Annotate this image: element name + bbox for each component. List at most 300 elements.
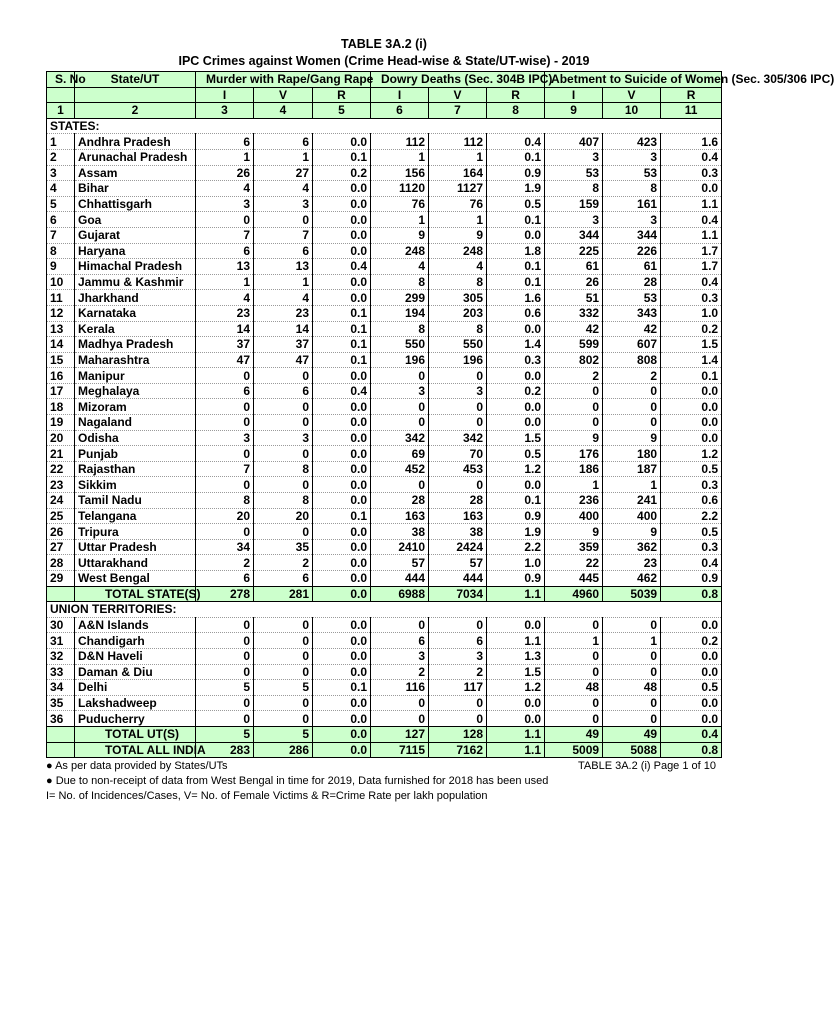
cell-value: 0.0 <box>661 415 722 431</box>
cell-value: 0.4 <box>487 134 545 150</box>
cell-value: 342 <box>371 430 429 446</box>
cell-value: 20 <box>254 508 313 524</box>
cell-value: 2 <box>603 368 661 384</box>
table-row <box>47 149 722 165</box>
cell-state-name: Sikkim <box>75 477 196 493</box>
cell-sno: 17 <box>47 383 75 399</box>
cell-sno: 2 <box>47 149 75 165</box>
cell-value: 278 <box>196 586 254 602</box>
cell-value: 281 <box>254 586 313 602</box>
cell-value: 1.1 <box>487 586 545 602</box>
cell-value: 70 <box>429 446 487 462</box>
cell-value: 0.0 <box>313 617 371 633</box>
cell-value: 5039 <box>603 586 661 602</box>
cell-value: 53 <box>603 165 661 181</box>
cell-value: 0.3 <box>661 477 722 493</box>
cell-value: 1.7 <box>661 259 722 275</box>
table-row <box>47 290 722 306</box>
cell-value: 452 <box>371 461 429 477</box>
cell-state-name: Himachal Pradesh <box>75 259 196 275</box>
table-row <box>47 680 722 696</box>
cell-value: 42 <box>545 321 603 337</box>
cell-value: 9 <box>429 227 487 243</box>
cell-value: 0.0 <box>313 555 371 571</box>
cell-sno: 31 <box>47 633 75 649</box>
table-row <box>47 695 722 711</box>
cell-value: 6 <box>371 633 429 649</box>
footnote-data-source: ● As per data provided by States/UTs <box>46 760 228 773</box>
subheader-cell: I <box>545 87 603 103</box>
cell-value: 42 <box>603 321 661 337</box>
cell-state-name: Telangana <box>75 508 196 524</box>
cell-value: 0 <box>254 399 313 415</box>
cell-value: 8 <box>371 274 429 290</box>
cell-sno: 21 <box>47 446 75 462</box>
cell-value: 116 <box>371 680 429 696</box>
ut-section-header <box>47 602 722 618</box>
cell-value: 607 <box>603 337 661 353</box>
cell-value: 0.1 <box>313 680 371 696</box>
cell-value: 47 <box>196 352 254 368</box>
cell-value: 286 <box>254 742 313 758</box>
cell-value: 5009 <box>545 742 603 758</box>
cell-state-name: Rajasthan <box>75 461 196 477</box>
cell-value: 2 <box>371 664 429 680</box>
cell-value: 3 <box>429 383 487 399</box>
cell-value: 0 <box>254 212 313 228</box>
cell-sno: 19 <box>47 415 75 431</box>
cell-value: 1127 <box>429 181 487 197</box>
cell-value: 26 <box>196 165 254 181</box>
cell-state-name: Puducherry <box>75 711 196 727</box>
table-subtitle: IPC Crimes against Women (Crime Head-wise & State/UT-wise) - 2019 <box>178 54 590 68</box>
header-sno: S. No <box>47 72 75 88</box>
cell-value: 0 <box>196 212 254 228</box>
cell-value: 0.0 <box>313 571 371 587</box>
table-row <box>47 461 722 477</box>
cell-value: 0.0 <box>313 477 371 493</box>
cell-state-name: Bihar <box>75 181 196 197</box>
cell-value: 0.0 <box>313 461 371 477</box>
cell-state-name: Uttar Pradesh <box>75 539 196 555</box>
cell-value: 13 <box>196 259 254 275</box>
cell-value: 0.0 <box>661 664 722 680</box>
cell-sno <box>47 742 75 758</box>
subheader-blank <box>47 87 75 103</box>
cell-value: 0.0 <box>661 617 722 633</box>
table-title: TABLE 3A.2 (i) <box>341 37 427 51</box>
cell-value: 7 <box>196 227 254 243</box>
cell-value: 0.4 <box>661 149 722 165</box>
cell-value: 2410 <box>371 539 429 555</box>
column-number-row <box>47 103 722 119</box>
cell-value: 0.0 <box>487 695 545 711</box>
table-row <box>47 399 722 415</box>
cell-value: 0 <box>371 617 429 633</box>
cell-value: 248 <box>429 243 487 259</box>
table-row <box>47 368 722 384</box>
cell-value: 194 <box>371 305 429 321</box>
cell-value: 0 <box>545 664 603 680</box>
cell-value: 0.0 <box>313 227 371 243</box>
cell-value: 1.1 <box>661 196 722 212</box>
cell-value: 47 <box>254 352 313 368</box>
cell-value: 159 <box>545 196 603 212</box>
cell-value: 49 <box>545 726 603 742</box>
cell-value: 9 <box>603 430 661 446</box>
cell-value: 0 <box>371 477 429 493</box>
cell-value: 9 <box>603 524 661 540</box>
cell-value: 359 <box>545 539 603 555</box>
cell-value: 0.1 <box>487 212 545 228</box>
cell-value: 0.0 <box>487 711 545 727</box>
cell-value: 0.1 <box>313 352 371 368</box>
cell-value: 0 <box>254 695 313 711</box>
cell-state-name: Jharkhand <box>75 290 196 306</box>
cell-value: 69 <box>371 446 429 462</box>
table-row <box>47 321 722 337</box>
cell-value: 1.1 <box>487 726 545 742</box>
cell-value: 0.0 <box>313 243 371 259</box>
cell-value: 180 <box>603 446 661 462</box>
cell-value: 0.3 <box>661 539 722 555</box>
cell-value: 7115 <box>371 742 429 758</box>
cell-state-name: TOTAL ALL INDIA <box>75 742 196 758</box>
cell-value: 0.0 <box>313 290 371 306</box>
cell-state-name: Arunachal Pradesh <box>75 149 196 165</box>
cell-value: 117 <box>429 680 487 696</box>
subheader-cell: R <box>313 87 371 103</box>
cell-value: 0 <box>603 617 661 633</box>
cell-value: 0.5 <box>661 680 722 696</box>
cell-value: 0.1 <box>487 274 545 290</box>
table-row <box>47 352 722 368</box>
cell-value: 0.0 <box>313 633 371 649</box>
cell-value: 5088 <box>603 742 661 758</box>
cell-value: 4 <box>371 259 429 275</box>
cell-value: 0.1 <box>313 149 371 165</box>
cell-value: 2424 <box>429 539 487 555</box>
cell-value: 0 <box>196 368 254 384</box>
cell-value: 0.0 <box>313 368 371 384</box>
cell-value: 0.0 <box>487 399 545 415</box>
cell-value: 1.3 <box>487 648 545 664</box>
cell-sno <box>47 586 75 602</box>
table-row <box>47 415 722 431</box>
cell-value: 0.9 <box>487 571 545 587</box>
cell-value: 53 <box>603 290 661 306</box>
cell-value: 0 <box>545 617 603 633</box>
cell-value: 0.0 <box>313 726 371 742</box>
cell-value: 61 <box>545 259 603 275</box>
cell-state-name: A&N Islands <box>75 617 196 633</box>
ut-section-header-label: UNION TERRITORIES: <box>47 602 722 618</box>
cell-value: 1.2 <box>487 461 545 477</box>
cell-sno: 28 <box>47 555 75 571</box>
cell-value: 0 <box>254 477 313 493</box>
cell-value: 0.2 <box>661 321 722 337</box>
cell-value: 186 <box>545 461 603 477</box>
cell-value: 1.6 <box>661 134 722 150</box>
cell-value: 0.0 <box>661 383 722 399</box>
cell-value: 1.0 <box>661 305 722 321</box>
cell-value: 7 <box>196 461 254 477</box>
cell-value: 23 <box>196 305 254 321</box>
cell-value: 0 <box>603 664 661 680</box>
cell-state-name: Tamil Nadu <box>75 493 196 509</box>
footnotes <box>46 759 722 804</box>
cell-state-name: Nagaland <box>75 415 196 431</box>
table-row <box>47 711 722 727</box>
cell-value: 22 <box>545 555 603 571</box>
cell-value: 0.1 <box>487 149 545 165</box>
cell-value: 5 <box>196 726 254 742</box>
cell-sno: 33 <box>47 664 75 680</box>
cell-value: 48 <box>603 680 661 696</box>
cell-value: 0 <box>196 446 254 462</box>
cell-value: 23 <box>254 305 313 321</box>
cell-value: 163 <box>429 508 487 524</box>
cell-value: 28 <box>429 493 487 509</box>
table-row <box>47 337 722 353</box>
cell-value: 0.4 <box>313 259 371 275</box>
cell-value: 13 <box>254 259 313 275</box>
cell-state-name: Chhattisgarh <box>75 196 196 212</box>
cell-value: 0.0 <box>487 368 545 384</box>
table-row <box>47 571 722 587</box>
cell-value: 0.0 <box>313 493 371 509</box>
cell-value: 3 <box>545 149 603 165</box>
cell-value: 0.4 <box>661 726 722 742</box>
subheader-cell: R <box>661 87 722 103</box>
cell-value: 1.9 <box>487 524 545 540</box>
cell-value: 0.0 <box>487 617 545 633</box>
cell-value: 299 <box>371 290 429 306</box>
cell-value: 0 <box>254 648 313 664</box>
cell-value: 462 <box>603 571 661 587</box>
cell-value: 0.0 <box>313 415 371 431</box>
cell-value: 7162 <box>429 742 487 758</box>
cell-value: 0 <box>603 383 661 399</box>
cell-value: 0.2 <box>487 383 545 399</box>
cell-value: 6 <box>429 633 487 649</box>
cell-value: 8 <box>196 493 254 509</box>
cell-sno: 9 <box>47 259 75 275</box>
cell-value: 0 <box>545 648 603 664</box>
states-section-header <box>47 118 722 134</box>
table-row <box>47 477 722 493</box>
cell-sno: 10 <box>47 274 75 290</box>
cell-value: 28 <box>371 493 429 509</box>
cell-value: 550 <box>429 337 487 353</box>
cell-state-name: Maharashtra <box>75 352 196 368</box>
cell-sno: 32 <box>47 648 75 664</box>
table-row <box>47 493 722 509</box>
cell-value: 0 <box>603 695 661 711</box>
cell-state-name: Tripura <box>75 524 196 540</box>
cell-value: 7034 <box>429 586 487 602</box>
cell-value: 57 <box>429 555 487 571</box>
cell-value: 0.1 <box>313 321 371 337</box>
table-row <box>47 259 722 275</box>
cell-value: 0 <box>254 633 313 649</box>
table-row <box>47 212 722 228</box>
cell-value: 8 <box>371 321 429 337</box>
cell-value: 1.7 <box>661 243 722 259</box>
table-row <box>47 555 722 571</box>
cell-value: 0 <box>545 695 603 711</box>
cell-value: 0.0 <box>313 196 371 212</box>
cell-value: 0 <box>603 648 661 664</box>
cell-state-name: Daman & Diu <box>75 664 196 680</box>
cell-value: 5 <box>254 726 313 742</box>
cell-value: 0.1 <box>313 337 371 353</box>
cell-value: 127 <box>371 726 429 742</box>
cell-value: 362 <box>603 539 661 555</box>
cell-value: 3 <box>371 648 429 664</box>
cell-value: 1.0 <box>487 555 545 571</box>
subheader-cell: V <box>429 87 487 103</box>
cell-sno: 1 <box>47 134 75 150</box>
cell-value: 1 <box>429 212 487 228</box>
cell-value: 0 <box>196 633 254 649</box>
cell-state-name: Meghalaya <box>75 383 196 399</box>
total-ut-row <box>47 726 722 742</box>
cell-value: 8 <box>603 181 661 197</box>
column-number: 3 <box>196 103 254 119</box>
cell-value: 3 <box>371 383 429 399</box>
cell-value: 0.0 <box>313 212 371 228</box>
cell-value: 1.6 <box>487 290 545 306</box>
cell-value: 1.8 <box>487 243 545 259</box>
page-reference: TABLE 3A.2 (i) Page 1 of 10 <box>578 760 716 773</box>
cell-state-name: Odisha <box>75 430 196 446</box>
cell-value: 0.0 <box>487 415 545 431</box>
cell-state-name: Kerala <box>75 321 196 337</box>
cell-value: 0.5 <box>661 524 722 540</box>
cell-value: 0 <box>371 415 429 431</box>
total-india-row <box>47 742 722 758</box>
cell-value: 0.0 <box>487 227 545 243</box>
subheader-blank <box>75 87 196 103</box>
cell-sno: 4 <box>47 181 75 197</box>
cell-sno <box>47 726 75 742</box>
cell-value: 0.3 <box>661 290 722 306</box>
cell-value: 0 <box>429 368 487 384</box>
column-number: 4 <box>254 103 313 119</box>
cell-value: 0.3 <box>661 165 722 181</box>
table-row <box>47 430 722 446</box>
cell-value: 156 <box>371 165 429 181</box>
cell-value: 4 <box>254 290 313 306</box>
cell-sno: 23 <box>47 477 75 493</box>
cell-value: 6 <box>254 383 313 399</box>
cell-value: 23 <box>603 555 661 571</box>
cell-value: 4 <box>196 290 254 306</box>
subheader-cell: I <box>371 87 429 103</box>
cell-value: 0 <box>254 446 313 462</box>
table-row <box>47 181 722 197</box>
cell-value: 1 <box>545 633 603 649</box>
cell-value: 0.0 <box>313 664 371 680</box>
cell-value: 0.4 <box>313 383 371 399</box>
cell-value: 1.2 <box>661 446 722 462</box>
cell-value: 203 <box>429 305 487 321</box>
cell-sno: 35 <box>47 695 75 711</box>
table-row <box>47 524 722 540</box>
cell-value: 226 <box>603 243 661 259</box>
table-row <box>47 648 722 664</box>
cell-state-name: Assam <box>75 165 196 181</box>
cell-value: 599 <box>545 337 603 353</box>
header-group-dowry-deaths: Dowry Deaths (Sec. 304B IPC) <box>371 72 545 88</box>
column-number: 6 <box>371 103 429 119</box>
cell-state-name: Chandigarh <box>75 633 196 649</box>
cell-sno: 26 <box>47 524 75 540</box>
cell-value: 0.1 <box>313 508 371 524</box>
cell-value: 163 <box>371 508 429 524</box>
cell-value: 0.1 <box>487 259 545 275</box>
cell-value: 0.9 <box>487 508 545 524</box>
cell-value: 1.1 <box>487 633 545 649</box>
cell-value: 0 <box>545 383 603 399</box>
cell-sno: 34 <box>47 680 75 696</box>
cell-value: 3 <box>545 212 603 228</box>
cell-sno: 29 <box>47 571 75 587</box>
column-number: 2 <box>75 103 196 119</box>
cell-value: 0 <box>603 415 661 431</box>
table-row <box>47 243 722 259</box>
column-number: 10 <box>603 103 661 119</box>
cell-value: 6 <box>196 134 254 150</box>
cell-value: 6988 <box>371 586 429 602</box>
cell-value: 0 <box>429 415 487 431</box>
cell-value: 1.5 <box>661 337 722 353</box>
cell-value: 4 <box>254 181 313 197</box>
cell-value: 0.0 <box>313 711 371 727</box>
cell-value: 49 <box>603 726 661 742</box>
cell-sno: 8 <box>47 243 75 259</box>
cell-value: 164 <box>429 165 487 181</box>
total-states-row <box>47 586 722 602</box>
cell-value: 0 <box>196 695 254 711</box>
cell-value: 0 <box>254 664 313 680</box>
cell-value: 76 <box>371 196 429 212</box>
cell-value: 0.0 <box>487 321 545 337</box>
cell-value: 53 <box>545 165 603 181</box>
cell-value: 0 <box>196 415 254 431</box>
cell-value: 14 <box>254 321 313 337</box>
header-state: State/UT <box>75 72 196 88</box>
cell-sno: 15 <box>47 352 75 368</box>
table-row <box>47 227 722 243</box>
cell-value: 0 <box>196 617 254 633</box>
cell-value: 400 <box>603 508 661 524</box>
column-number: 7 <box>429 103 487 119</box>
table-row <box>47 633 722 649</box>
cell-value: 0 <box>545 711 603 727</box>
cell-value: 0.1 <box>313 305 371 321</box>
cell-value: 400 <box>545 508 603 524</box>
cell-state-name: Manipur <box>75 368 196 384</box>
cell-value: 802 <box>545 352 603 368</box>
cell-value: 14 <box>196 321 254 337</box>
cell-value: 38 <box>429 524 487 540</box>
cell-value: 4960 <box>545 586 603 602</box>
cell-value: 0.0 <box>313 695 371 711</box>
cell-value: 0 <box>429 695 487 711</box>
cell-state-name: Karnataka <box>75 305 196 321</box>
